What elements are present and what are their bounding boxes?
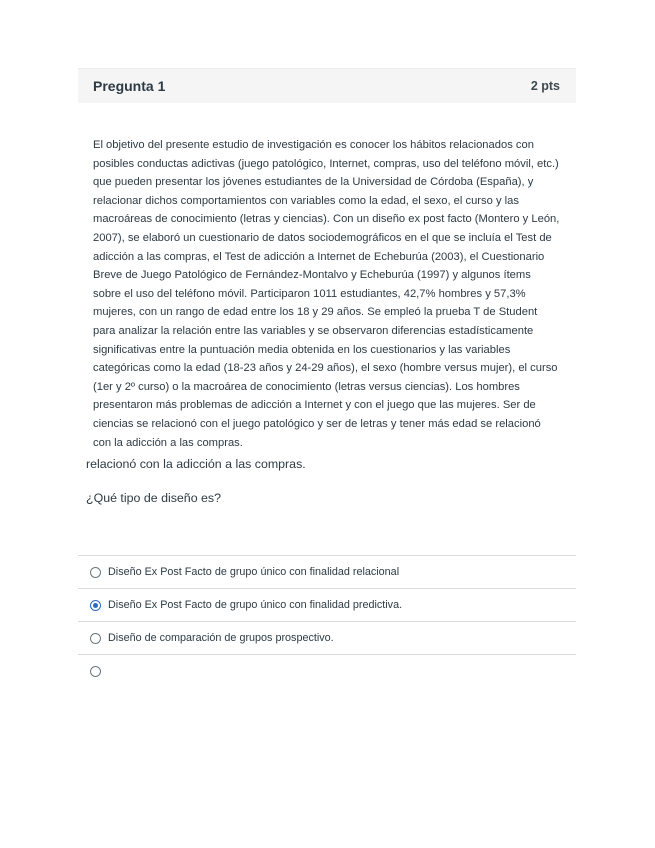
answer-label[interactable]: Diseño de comparación de grupos prospectivo. <box>108 632 334 644</box>
question-title: Pregunta 1 <box>93 78 166 94</box>
radio-button-selected[interactable] <box>90 600 101 611</box>
answer-list <box>78 555 576 687</box>
radio-button[interactable] <box>90 567 101 578</box>
answer-option-1[interactable] <box>78 555 576 588</box>
radio-button[interactable] <box>90 633 101 644</box>
answer-option-4[interactable] <box>78 654 576 687</box>
answer-option-2[interactable] <box>78 588 576 621</box>
question-card <box>78 68 576 507</box>
question-body <box>78 103 576 507</box>
question-points: 2 pts <box>530 79 560 93</box>
radio-button[interactable] <box>90 666 101 677</box>
answer-label[interactable]: Diseño Ex Post Facto de grupo único con finalidad relacional <box>108 566 400 578</box>
answer-label[interactable]: Diseño Ex Post Facto de grupo único con finalidad predictiva. <box>108 599 403 611</box>
answer-option-3[interactable] <box>78 621 576 654</box>
question-prompt: ¿Qué tipo de diseño es? <box>86 491 222 506</box>
question-text: El objetivo del presente estudio de investigación es conocer los hábitos relacionados con posibles conductas adictivas (juego patológico, Internet, compras, uso del teléfono móvil, etc.) que pueden presentar los jóvenes estudiantes de la Universidad de Córdoba (España), y relacionar dichos comportamientos con variables como la edad, el sexo, el curso y las macroáreas de conocimiento (letras y ciencias). Con un diseño ex post facto (Montero y León, 2007), se elaboró un cuestionario de datos sociodemográficos en el que se incluía el Test de adicción a las compras, el Test de adicción a Internet de Echeburúa (2003), el Cuestionario Breve de Juego Patológico de Fernández-Montalvo y Echeburúa (1997) y algunos ítems sobre el uso del teléfono móvil. Participaron 1011 estudiantes, 42,7% hombres y 57,3% mujeres, con un rango de edad entre los 18 y 29 años. Se empleó la prueba T de Student para analizar la relación entre las variables y se observaron diferencias estadísticamente significativas entre la puntuación media obtenida en los cuestionarios y las variables categóricas como la edad (18-23 años y 24-29 años), el sexo (hombre versus mujer), el curso (1er y 2º curso) o la macroárea de conocimiento (letras versus ciencias). Los hombres presentaron más problemas de adicción a Internet y con el juego que las mujeres. Ser de ciencias se relacionó con el juego patológico y ser de letras y tener más edad se relacionó con la adicción a las compras. <box>93 139 560 449</box>
question-text-tail: relacionó con la adicción a las compras. <box>86 457 306 472</box>
question-header <box>78 68 576 103</box>
